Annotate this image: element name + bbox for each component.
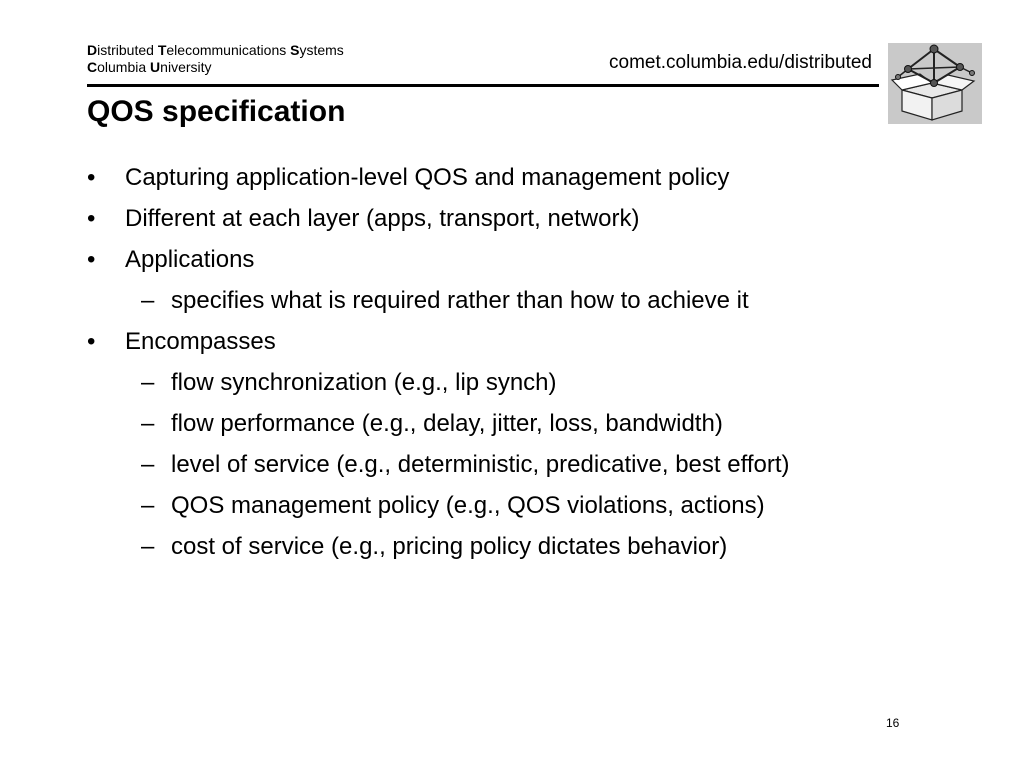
bullet-marker: • <box>87 328 96 355</box>
list-item-text: Different at each layer (apps, transport, network) <box>125 205 640 232</box>
bullet-list <box>0 157 1024 567</box>
sub-list-item-text: flow performance (e.g., delay, jitter, loss, bandwidth) <box>171 410 723 437</box>
sub-list-item <box>0 485 1024 526</box>
list-item <box>0 157 1024 198</box>
header-rule <box>87 84 879 87</box>
dash-marker: – <box>141 492 155 519</box>
org-line-1: Distributed Telecommunications Systems <box>87 42 344 58</box>
sub-list-item-text: cost of service (e.g., pricing policy dictates behavior) <box>171 533 728 560</box>
site-url: comet.columbia.edu/distributed <box>609 52 872 73</box>
list-item <box>0 198 1024 239</box>
network-box-icon <box>888 43 982 124</box>
sub-list-item <box>0 403 1024 444</box>
page-number: 16 <box>886 716 900 730</box>
sub-list-item <box>0 526 1024 567</box>
bullet-marker: • <box>87 164 96 191</box>
sub-list-item <box>0 362 1024 403</box>
bullet-marker: • <box>87 205 96 232</box>
list-item-text: Encompasses <box>125 328 276 355</box>
sub-list-item-text: specifies what is required rather than how to achieve it <box>171 287 749 314</box>
list-item <box>0 239 1024 280</box>
dash-marker: – <box>141 369 155 396</box>
dash-marker: – <box>141 287 155 314</box>
sub-list-item-text: level of service (e.g., deterministic, predicative, best effort) <box>171 451 790 478</box>
sub-list-item-text: QOS management policy (e.g., QOS violations, actions) <box>171 492 765 519</box>
slide-title: QOS specification <box>87 95 346 128</box>
list-item-text: Capturing application-level QOS and management policy <box>125 164 730 191</box>
dash-marker: – <box>141 451 155 478</box>
organization-name <box>87 42 344 76</box>
sub-list-item <box>0 280 1024 321</box>
list-item <box>0 321 1024 362</box>
dash-marker: – <box>141 410 155 437</box>
bullet-marker: • <box>87 246 96 273</box>
sub-list-item <box>0 444 1024 485</box>
sub-list-item-text: flow synchronization (e.g., lip synch) <box>171 369 557 396</box>
list-item-text: Applications <box>125 246 255 273</box>
dash-marker: – <box>141 533 155 560</box>
org-line-2: Columbia University <box>87 59 212 75</box>
